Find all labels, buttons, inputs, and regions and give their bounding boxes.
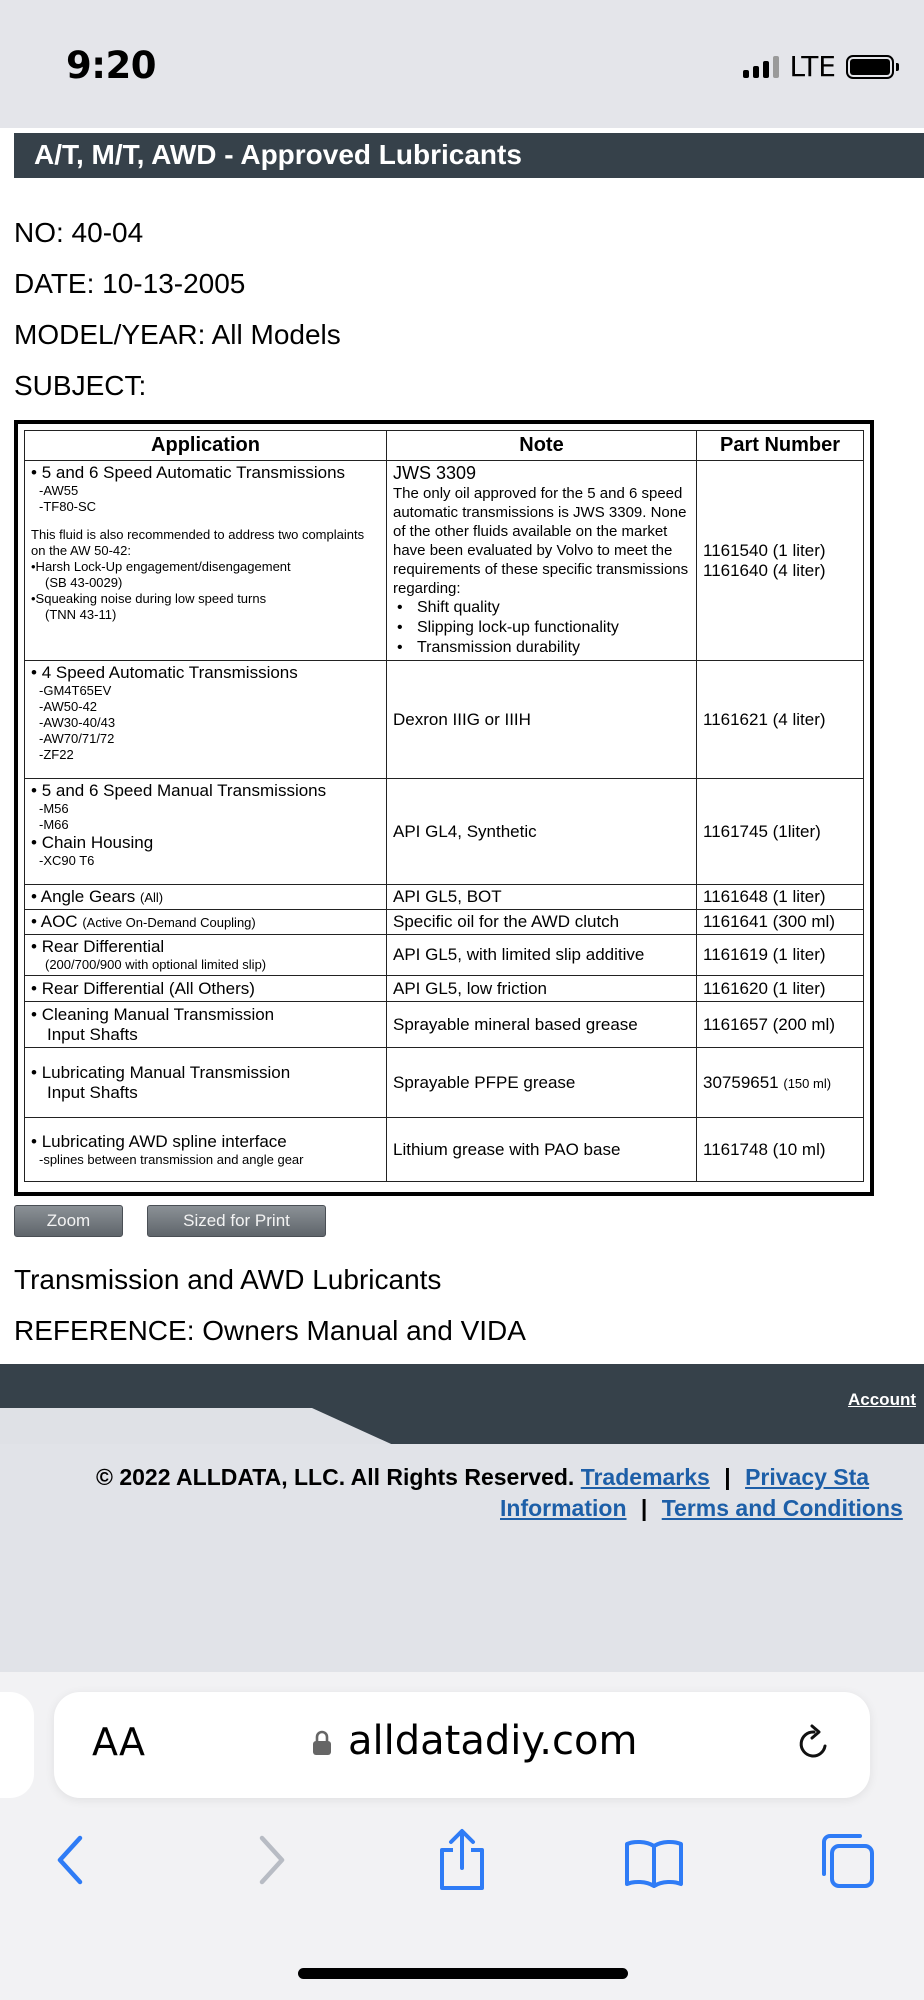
application-cell xyxy=(25,1118,387,1182)
url-text: alldatadiy.com xyxy=(348,1718,638,1764)
application-cell xyxy=(25,885,387,910)
application-sub: -TF80-SC xyxy=(39,499,97,514)
previous-tab-stub[interactable] xyxy=(0,1692,34,1798)
application-title: • Rear Differential (All Others) xyxy=(31,979,255,998)
application-sub: -AW50-42 xyxy=(39,699,98,714)
part-number-cell: 1161620 (1 liter) xyxy=(697,976,864,1002)
application-sub: -AW70/71/72 xyxy=(39,731,115,746)
aa-label: AA xyxy=(92,1720,146,1764)
application-cell xyxy=(25,1002,387,1048)
note-title: JWS 3309 xyxy=(393,463,477,483)
complaint-2-ref: (TNN 43-11) xyxy=(45,607,117,622)
part-number-cell: 1161621 (4 liter) xyxy=(697,661,864,779)
home-indicator xyxy=(298,1968,628,1979)
application-title: • 4 Speed Automatic Transmissions xyxy=(31,663,380,683)
part-number-cell: 1161619 (1 liter) xyxy=(697,935,864,976)
application-sub: -GM4T65EV xyxy=(39,683,112,698)
table-row xyxy=(25,1002,864,1048)
application-detail: (200/700/900 with optional limited slip) xyxy=(45,957,267,972)
note-cell: Lithium grease with PAO base xyxy=(387,1118,697,1182)
application-cell xyxy=(25,935,387,976)
table-row xyxy=(25,935,864,976)
application-title: • AOC xyxy=(31,912,78,931)
column-header-application: Application xyxy=(25,431,387,461)
zoom-button[interactable]: Zoom xyxy=(14,1205,123,1237)
application-title: • Lubricating AWD spline interface xyxy=(31,1132,380,1152)
signal-icon xyxy=(743,56,779,78)
note-cell: API GL5, low friction xyxy=(387,976,697,1002)
application-sub: -M66 xyxy=(39,817,69,832)
note-cell: Specific oil for the AWD clutch xyxy=(387,910,697,935)
part-number: 30759651 xyxy=(703,1072,779,1092)
status-time: 9:20 xyxy=(66,44,157,87)
part-number-cell xyxy=(697,1048,864,1118)
status-bar xyxy=(0,0,924,128)
application-sub: -M56 xyxy=(39,801,69,816)
bookmarks-icon[interactable] xyxy=(624,1838,684,1888)
lock-icon xyxy=(312,1730,332,1756)
terms-and-conditions-link[interactable]: Terms and Conditions xyxy=(661,1495,903,1521)
forward-icon[interactable] xyxy=(250,1832,290,1888)
lubricant-table-image xyxy=(14,420,874,1196)
note-bullet: • Slipping lock-up functionality xyxy=(417,618,690,638)
privacy-statement-link[interactable]: Privacy Sta xyxy=(745,1464,870,1490)
application-title: • Angle Gears xyxy=(31,887,135,906)
part-quantity: (150 ml) xyxy=(783,1075,832,1091)
lubricant-table xyxy=(24,430,864,1182)
copyright-text: © 2022 ALLDATA, LLC. All Rights Reserved. xyxy=(96,1464,575,1490)
application-title: • 5 and 6 Speed Automatic Transmissions xyxy=(31,463,380,483)
status-indicators xyxy=(743,50,894,83)
table-row xyxy=(25,885,864,910)
part-number-cell: 1161648 (1 liter) xyxy=(697,885,864,910)
application-title: • Cleaning Manual Transmission xyxy=(31,1005,380,1025)
bulletin-reference: REFERENCE: Owners Manual and VIDA xyxy=(14,1315,526,1346)
table-header-row xyxy=(25,431,864,461)
trademarks-link[interactable]: Trademarks xyxy=(580,1464,710,1490)
table-row xyxy=(25,1118,864,1182)
part-number: 1161640 (4 liter) xyxy=(703,560,826,580)
table-row xyxy=(25,1048,864,1118)
bulletin-description: Transmission and AWD Lubricants xyxy=(14,1264,442,1295)
application-cell xyxy=(25,976,387,1002)
application-sub: -XC90 T6 xyxy=(39,853,95,868)
application-cell xyxy=(25,1048,387,1118)
account-link[interactable]: Account xyxy=(848,1390,916,1409)
application-cell xyxy=(25,661,387,779)
part-number: 1161540 (1 liter) xyxy=(703,540,826,560)
application-detail: (Active On-Demand Coupling) xyxy=(82,915,256,930)
sized-for-print-button[interactable]: Sized for Print xyxy=(147,1205,326,1237)
note-cell: Sprayable mineral based grease xyxy=(387,1002,697,1048)
application-sub: -AW55 xyxy=(39,483,79,498)
footer-copyright-line xyxy=(96,1464,869,1491)
application-title: • 5 and 6 Speed Manual Transmissions xyxy=(31,781,380,801)
information-link[interactable]: Information xyxy=(500,1495,627,1521)
note-cell: API GL5, with limited slip additive xyxy=(387,935,697,976)
bulletin-date: DATE: 10-13-2005 xyxy=(14,268,246,299)
note-bullet: • Shift quality xyxy=(417,598,690,618)
note-cell: API GL5, BOT xyxy=(387,885,697,910)
complaint-1-ref: (SB 43-0029) xyxy=(45,575,123,590)
table-row xyxy=(25,976,864,1002)
column-header-part-number: Part Number xyxy=(697,431,864,461)
application-cell xyxy=(25,910,387,935)
tabs-icon[interactable] xyxy=(818,1832,876,1890)
application-title: • Lubricating Manual Transmission xyxy=(31,1063,380,1083)
application-note: This fluid is also recommended to address two complaints on the AW 50-42: xyxy=(31,527,365,558)
separator: | xyxy=(724,1464,731,1490)
column-header-note: Note xyxy=(387,431,697,461)
note-bullet: • Transmission durability xyxy=(417,638,690,658)
application-sub: -AW30-40/43 xyxy=(39,715,116,730)
page-title: A/T, M/T, AWD - Approved Lubricants xyxy=(14,133,924,178)
reader-options-button[interactable] xyxy=(92,1720,145,1764)
application-title-line2: Input Shafts xyxy=(47,1024,138,1044)
part-number-cell: 1161745 (1liter) xyxy=(697,779,864,885)
battery-icon xyxy=(846,55,894,79)
complaint-2: •Squeaking noise during low speed turns xyxy=(31,591,267,606)
bulletin-subject: SUBJECT: xyxy=(14,370,147,401)
part-number-cell: 1161748 (10 ml) xyxy=(697,1118,864,1182)
note-cell xyxy=(387,461,697,661)
table-row xyxy=(25,461,864,661)
address-bar[interactable] xyxy=(54,1692,870,1798)
table-row xyxy=(25,779,864,885)
application-sub: -ZF22 xyxy=(39,747,74,762)
table-row xyxy=(25,910,864,935)
part-number-cell: 1161657 (200 ml) xyxy=(697,1002,864,1048)
note-bullets xyxy=(393,598,690,658)
application-cell xyxy=(25,461,387,661)
part-number-cell: 1161641 (300 ml) xyxy=(697,910,864,935)
note-cell: Sprayable PFPE grease xyxy=(387,1048,697,1118)
note-cell: Dexron IIIG or IIIH xyxy=(387,661,697,779)
note-text: The only oil approved for the 5 and 6 speed automatic transmissions is JWS 3309. None of the other fluids available on the market have been evaluated by Volvo to meet the requirements of these specific transmissions regarding: xyxy=(393,485,689,597)
application-title: • Rear Differential xyxy=(31,937,380,957)
bulletin-number: NO: 40-04 xyxy=(14,217,144,248)
reload-icon[interactable] xyxy=(792,1722,836,1766)
application-detail: -splines between transmission and angle gear xyxy=(39,1151,304,1167)
complaint-1: •Harsh Lock-Up engagement/disengagement xyxy=(31,559,291,574)
back-icon[interactable] xyxy=(52,1832,92,1888)
application-title-line2: Input Shafts xyxy=(47,1082,138,1102)
bulletin-model-year: MODEL/YEAR: All Models xyxy=(14,319,341,350)
separator: | xyxy=(640,1495,648,1521)
application-title: • Chain Housing xyxy=(31,833,380,853)
table-row xyxy=(25,661,864,779)
application-detail: (All) xyxy=(139,890,164,905)
application-cell xyxy=(25,779,387,885)
part-number-cell xyxy=(697,461,864,661)
note-cell: API GL4, Synthetic xyxy=(387,779,697,885)
footer-links-line xyxy=(500,1495,903,1522)
network-type: LTE xyxy=(789,50,836,83)
share-icon[interactable] xyxy=(436,1828,488,1892)
